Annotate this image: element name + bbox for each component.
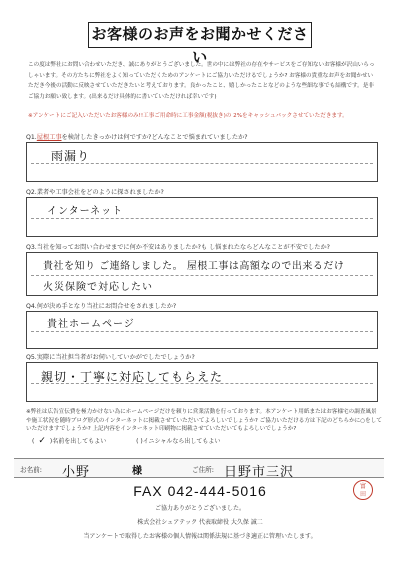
q3-answer-line1: 貴社を知り ご連絡しました。 屋根工事は高額なので出来るだけ xyxy=(43,261,345,272)
fax-number: FAX 042-444-5016 xyxy=(133,483,267,499)
consent-option-name[interactable]: )名前を出してもよい xyxy=(49,438,107,445)
answer-guide-line xyxy=(31,331,373,332)
q3-answer-box[interactable] xyxy=(26,252,378,296)
q1-rest: を検討したきっかけは何ですか?どんなことで悩まれていましたか? xyxy=(61,134,248,141)
q5-label: Q5.実際に当社担当者がお伺いしていかがでしたでしょうか? xyxy=(26,354,195,361)
name-field[interactable]: 小野 xyxy=(62,465,91,480)
intro-paragraph: この度は弊社にお問い合わせいただき、誠にありがとうございました。世の中には弊社の存在やサービスをご存知ないお客様が沢山いらっしゃいます。その方たちに弊社をよく知っていただくためのアンケートにご協力いただけるでしょうか? お客様の貴重なお声をお聞かせいただき今後の活動に反映させていただきたいと考えております。良かったこと、嬉しかったことなどのような些細な事でも結構です。是非ご協力お願い致します。(出来るだけ具体的に書いていただければ幸いです) xyxy=(28,62,375,100)
consent-open-paren: ( xyxy=(32,438,35,445)
address-field[interactable]: 日野市三沢 xyxy=(224,465,295,480)
q3-label: Q3.当社を知ってお問い合わせまでに何か不安はありましたか?も し悩まれたならどんなことが不安でしたか? xyxy=(26,244,330,251)
q1-label xyxy=(26,132,248,141)
q1-answer: 雨漏り xyxy=(51,149,91,163)
q5-answer: 親切・丁寧に対応してもらえた xyxy=(41,370,224,384)
q3-answer-line2: 火災保険で対応したい xyxy=(43,282,153,293)
footer-company: 株式会社シェアテック 代表取締役 大久保 誠二 xyxy=(137,519,263,526)
sama-suffix: 様 xyxy=(132,466,142,477)
q2-label: Q2.業者や工事会社をどのように探されましたか? xyxy=(26,189,164,196)
name-label: お名前: xyxy=(20,466,43,474)
answer-guide-line xyxy=(31,218,373,219)
q1-prefix: Q1. xyxy=(26,134,37,141)
q5-answer-box[interactable] xyxy=(26,362,378,402)
seal-stamp: 富 田 xyxy=(353,480,373,500)
consent-option-initial[interactable]: ( )イニシャルなら出してもよい xyxy=(136,438,221,445)
address-label: ご住所: xyxy=(192,466,215,474)
q4-answer-box[interactable] xyxy=(26,311,378,349)
footer-privacy: 当アンケートで取得したお客様の個人情報は関係法規に基づき適正に管理いたします。 xyxy=(83,533,317,540)
footer-thanks: ご協力ありがとうございました。 xyxy=(154,505,245,512)
q1-highlight: 屋根工事 xyxy=(36,134,62,141)
q4-answer: 貴社ホームページ xyxy=(47,319,135,330)
check-icon[interactable]: ✓ xyxy=(38,436,46,446)
name-address-row xyxy=(14,458,384,478)
consent-options xyxy=(32,436,224,446)
publication-disclaimer: ※弊社は広告宣伝費を極力かけない為にホームページだけを頼りに営業活動を行っております。本アンケート用紙またはお客様宅の調査風景や施工状況を随時ブログ形式のインターネットに掲載させていただいてよろしいでしょうか? ご協力いただける方は下記のどちらかに○をしていただけますでしょうか? 上記内容をインターネット印刷物に掲載させていただいてもよろしいでしょうか? xyxy=(26,409,382,433)
q1-answer-box[interactable] xyxy=(26,142,378,182)
page-title: お客様のお声をお聞かせください xyxy=(88,22,312,48)
answer-guide-line xyxy=(31,275,373,276)
q2-answer-box[interactable] xyxy=(26,197,378,237)
cashback-note: ※アンケートにご記入いただいたお客様のみ!!工事ご用命時に工事金額(税抜き)の 2%をキャッシュバックさせていただきます。 xyxy=(28,113,348,119)
q4-label: Q4.何が決め手となり当社にお問合せをされましたか? xyxy=(26,303,177,310)
q2-answer: インターネット xyxy=(47,206,124,217)
